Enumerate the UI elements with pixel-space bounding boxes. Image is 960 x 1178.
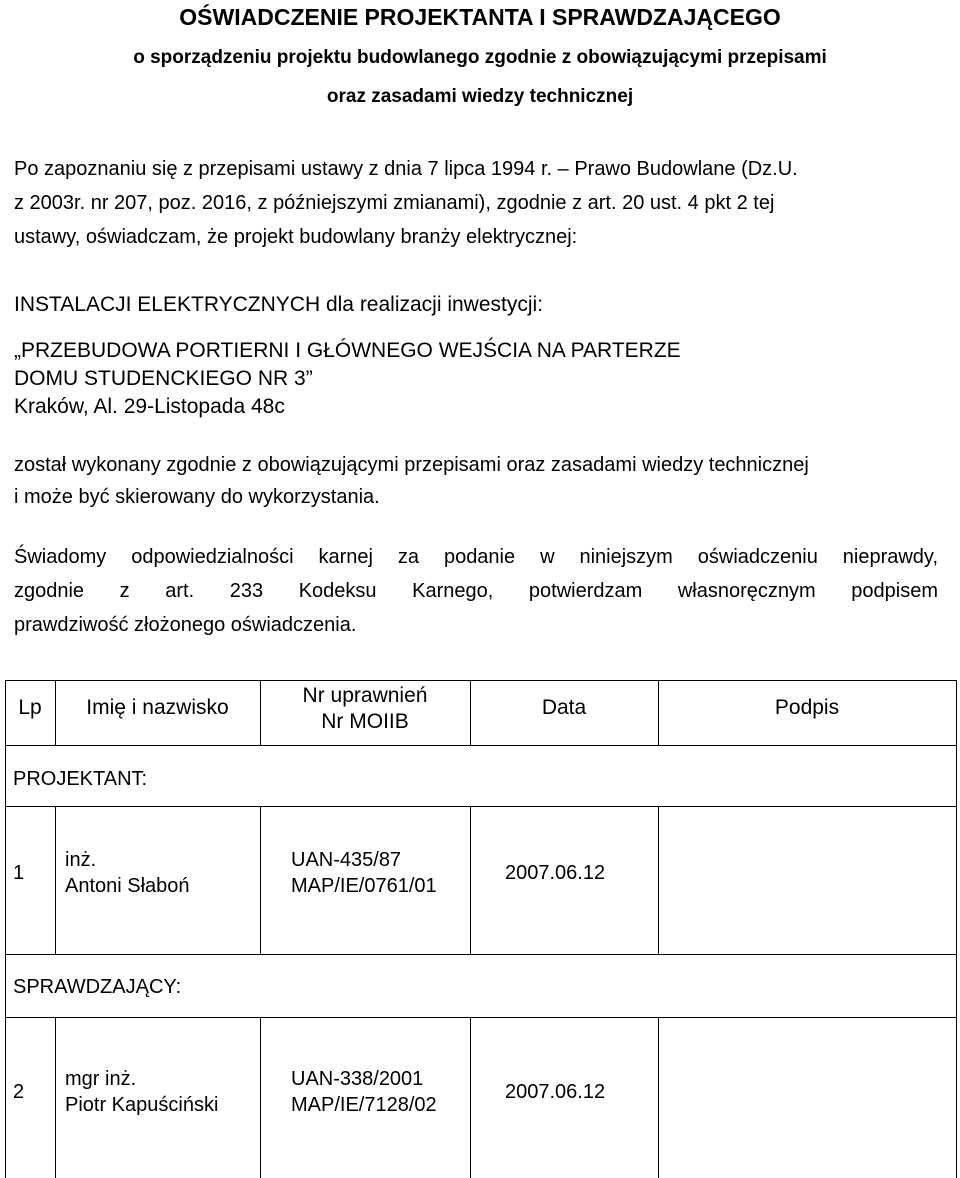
header-license-line1: Nr uprawnień [302,684,428,707]
table-border [260,1017,261,1178]
reviewer-fullname: Piotr Kapuściński [65,1094,219,1116]
header-signature: Podpis [774,696,840,719]
statement-line3: prawdziwość złożonego oświadczenia. [14,614,357,636]
designer-name [65,847,190,899]
table-border [5,1017,957,1018]
table-border [956,680,957,1178]
designer-fullname: Antoni Słaboń [65,875,190,897]
header-date: Data [541,696,587,719]
reviewer-license [291,1066,437,1118]
statement-line2: zgodnie z art. 233 Kodeksu Karnego, potwierdzam własnoręcznym podpisem [14,580,938,602]
table-border [5,806,957,807]
reviewer-lp: 2 [13,1081,25,1103]
scope-heading: INSTALACJI ELEKTRYCZNYCH dla realizacji inwestycji: [14,293,544,316]
table-border [5,745,957,746]
project-name-line1: „PRZEBUDOWA PORTIERNI I GŁÓWNEGO WEJŚCIA NA PARTERZE [14,339,681,362]
designer-moiib-number: MAP/IE/0761/01 [291,875,437,897]
conclusion-paragraph [14,449,809,513]
table-border [55,1017,56,1178]
section-label-reviewer: SPRAWDZAJĄCY: [13,976,182,998]
document-title: OŚWIADCZENIE PROJEKTANTA I SPRAWDZAJĄCEGO [179,4,781,30]
header-license-line2: Nr MOIIB [321,710,409,733]
header-name: Imię i nazwisko [86,696,229,719]
designer-lp: 1 [13,862,25,884]
table-border [658,1017,659,1178]
table-border [470,806,471,954]
intro-line-2: z 2003r. nr 207, poz. 2016, z późniejszymi zmianami), zgodnie z art. 20 ust. 4 pkt 2 tej [14,192,775,214]
designer-license-number: UAN-435/87 [291,849,402,871]
designer-date: 2007.06.12 [505,862,606,884]
table-border [658,806,659,954]
document-subtitle-line1: o sporządzeniu projektu budowlanego zgodnie z obowiązującymi przepisami [133,47,827,68]
project-block [14,337,681,421]
reviewer-name [65,1066,218,1118]
statement-line1: Świadomy odpowiedzialności karnej za podanie w niniejszym oświadczeniu nieprawdy, [14,546,938,568]
table-border [5,680,6,1178]
reviewer-license-number: UAN-338/2001 [291,1068,424,1090]
designer-title: inż. [65,849,97,871]
statement-paragraph [14,540,938,642]
intro-line-3: ustawy, oświadczam, że projekt budowlany branży elektrycznej: [14,226,578,248]
signatures-table [5,680,957,1178]
table-border [5,954,957,955]
header-lp: Lp [18,696,42,719]
project-name-line2: DOMU STUDENCKIEGO NR 3” [14,367,313,390]
reviewer-title: mgr inż. [65,1068,137,1090]
conclusion-line1: został wykonany zgodnie z obowiązującymi przepisami oraz zasadami wiedzy technicznej [14,454,809,476]
table-border [470,1017,471,1178]
project-address: Kraków, Al. 29-Listopada 48c [14,395,285,418]
designer-license [291,847,437,899]
header-license [260,683,470,735]
table-border [260,806,261,954]
intro-paragraph [14,152,944,254]
section-label-designer: PROJEKTANT: [13,768,148,790]
conclusion-line2: i może być skierowany do wykorzystania. [14,486,380,508]
intro-line-1: Po zapoznaniu się z przepisami ustawy z dnia 7 lipca 1994 r. – Prawo Budowlane (Dz.U. [14,158,798,180]
reviewer-date: 2007.06.12 [505,1081,606,1103]
document-subtitle-line2: oraz zasadami wiedzy technicznej [326,86,634,107]
reviewer-moiib-number: MAP/IE/7128/02 [291,1094,437,1116]
table-border [55,806,56,954]
table-border [5,680,957,681]
